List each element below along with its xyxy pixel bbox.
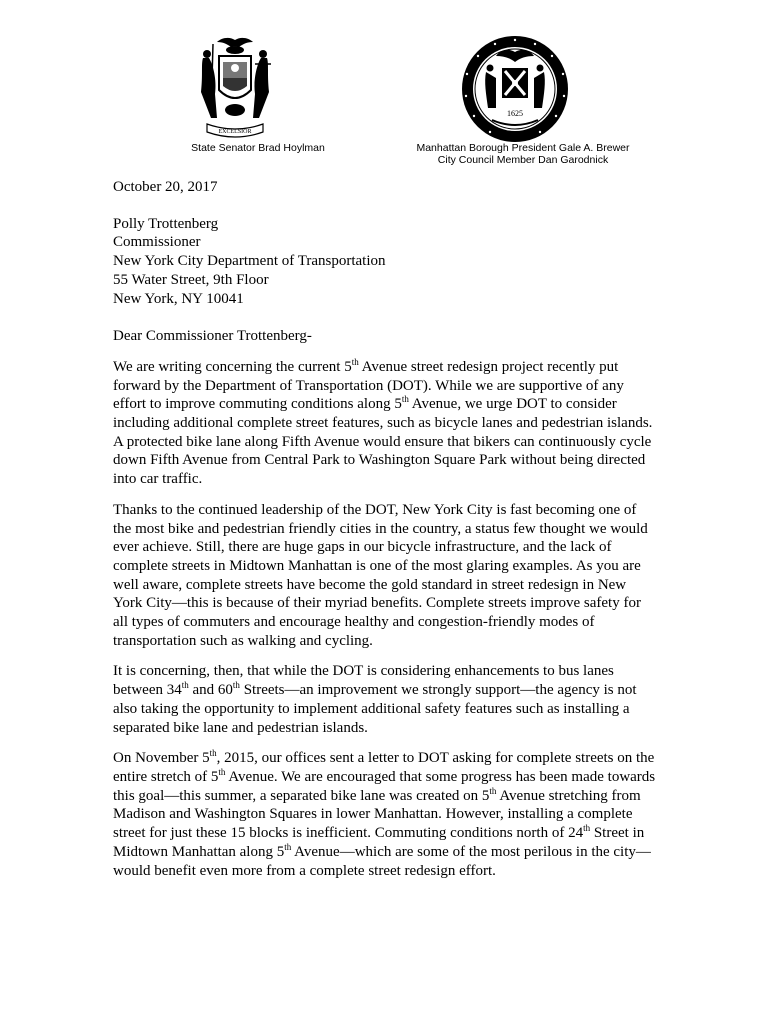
signatory-name: State Senator Brad Hoylman (191, 142, 325, 154)
superscript: th (401, 394, 409, 405)
nys-seal-graphic (193, 34, 277, 140)
paragraph-2: Thanks to the continued leadership of the DOT, New York City is fast becoming one of the most bike and pedestrian friendly cities in the country, a status few thought we would ever achieve. Still, there are huge gaps in our bicycle infrastructure, and the lack of complete streets in Midtown Manhattan is one of the most glaring examples. As you are well aware, complete streets have become the gold standard in street redesign in New York City—this is because of their myriad benefits. Complete streets improve safety for all types of commuters and encourage healthy and congestion-friendly modes of transportation such as walking and cycling. (113, 501, 648, 649)
nyc-seal-graphic (460, 34, 570, 144)
signatory-name: Manhattan Borough President Gale A. Brewer (416, 142, 630, 154)
superscript: th (489, 785, 497, 796)
right-signatories (396, 142, 650, 166)
text-run: , 2015, our offices sent a letter to DOT asking for complete streets on the entire stretch of 5 (113, 750, 655, 785)
superscript: th (284, 841, 292, 852)
new-york-state-seal (193, 34, 277, 140)
superscript: th (583, 823, 591, 834)
paragraph-1 (113, 358, 658, 489)
text-run: Avenue, we urge DOT to consider including additional complete street features, such as bicycle lanes and pedestrian islands. A protected bike lane along Fifth Avenue would ensure that bikers can continuously cycle down Fifth Avenue from Central Park to Washington Square Park without being directed into car traffic. (113, 396, 653, 488)
salutation: Dear Commissioner Trottenberg- (113, 328, 312, 345)
letter-body (113, 178, 658, 892)
text-run: Avenue—which are some of the most perilous in the city—would benefit even more from a complete street redesign effort. (113, 843, 651, 879)
recipient-city: New York, NY 10041 (113, 290, 244, 307)
text-run: Avenue stretching from Madison and Washington Squares in lower Manhattan. However, installing a complete street for just these 15 blocks is inefficient. Commuting conditions north of 24 (113, 787, 641, 842)
text-run: We are writing concerning the current 5 (113, 358, 352, 375)
text-run: Streets—an improvement we strongly support—the agency is not also taking the opportunity to implement additional safety features such as installing a separated bike lane and pedestrian islands. (113, 682, 637, 736)
text-run: On November 5 (113, 750, 210, 767)
nys-seal-motto: EXCELSIOR (218, 129, 252, 135)
left-signatories (160, 142, 356, 154)
letterhead (0, 0, 768, 170)
paragraph-3 (113, 662, 658, 737)
text-run: It is concerning, then, that while the DOT is considering enhancements to bus lanes between 34 (113, 663, 614, 699)
letter-date: October 20, 2017 (113, 179, 218, 195)
new-york-city-seal (460, 34, 570, 144)
text-run: Street in Midtown Manhattan along 5 (113, 825, 645, 860)
text-run: Avenue street redesign project recently put forward by the Department of Transportation (DOT). While we are supportive of any effort to improve commuting conditions along 5 (113, 358, 624, 413)
text-run: Avenue. We are encouraged that some progress has been made towards this goal—this summer, a separated bike lane was created on 5 (113, 768, 656, 804)
signatory-name: City Council Member Dan Garodnick (437, 154, 609, 166)
text-run: and 60 (188, 682, 233, 699)
superscript: th (218, 766, 226, 777)
superscript: th (209, 748, 217, 759)
paragraph-4 (113, 749, 658, 880)
recipient-name: Polly Trottenberg (113, 215, 219, 232)
recipient-street: 55 Water Street, 9th Floor (113, 271, 269, 288)
recipient-address (113, 215, 658, 309)
superscript: th (181, 680, 189, 691)
recipient-organization: New York City Department of Transportation (113, 253, 386, 270)
superscript: th (232, 680, 240, 691)
recipient-title: Commissioner (113, 234, 201, 251)
nyc-seal-year: 1625 (507, 109, 523, 118)
superscript: th (351, 356, 359, 367)
